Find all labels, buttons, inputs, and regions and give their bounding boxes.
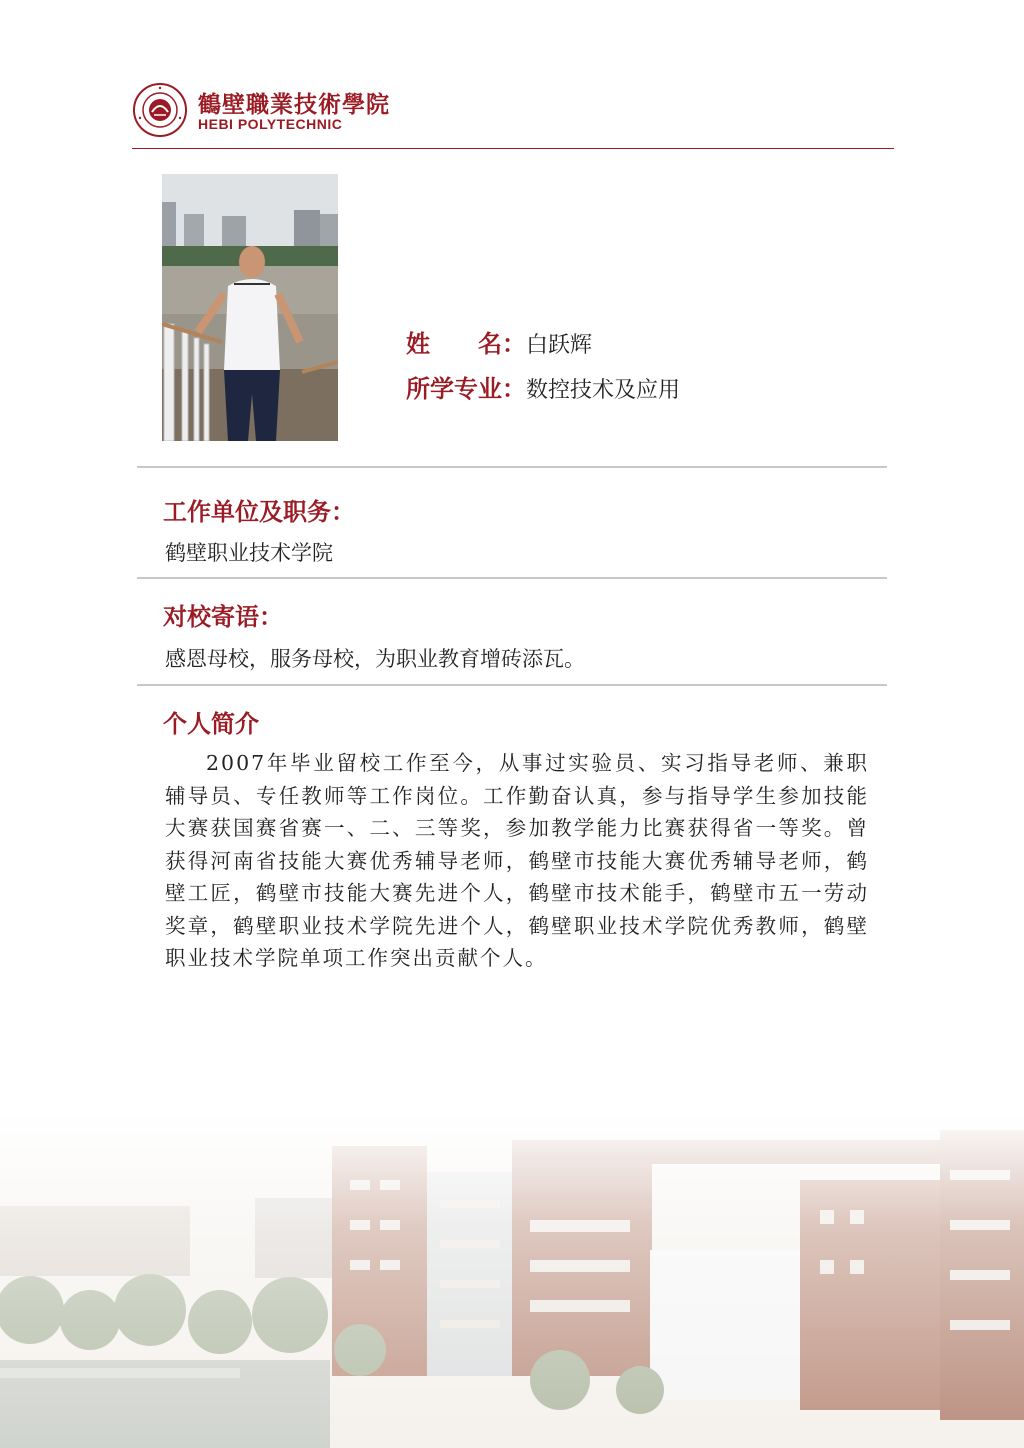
section-divider [137, 577, 887, 579]
campus-background-image [0, 1110, 1024, 1448]
section-divider [137, 684, 887, 686]
message-section-text: 感恩母校，服务母校，为职业教育增砖添瓦。 [165, 647, 585, 671]
work-section-title: 工作单位及职务： [163, 498, 355, 526]
bio-section-title: 个人简介 [163, 710, 259, 738]
major-value: 数控技术及应用 [526, 378, 681, 403]
name-label: 姓 名： [406, 330, 526, 358]
major-row [406, 369, 680, 404]
name-value: 白跃辉 [526, 333, 593, 358]
portrait-photo [162, 174, 338, 441]
major-label: 所学专业： [406, 375, 526, 403]
header-divider [132, 148, 894, 149]
school-name-cn: 鶴壁職業技術學院 [198, 91, 390, 118]
work-section-text: 鹤壁职业技术学院 [165, 541, 333, 565]
header [132, 78, 894, 150]
name-row [406, 324, 592, 359]
school-name-en: HEBI POLYTECHNIC [198, 116, 343, 132]
message-section-title: 对校寄语： [163, 603, 283, 631]
section-divider [137, 466, 887, 468]
bio-text: 2007年毕业留校工作至今，从事过实验员、实习指导老师、兼职辅导员、专任教师等工作岗位。工作勤奋认真，参与指导学生参加技能大赛获国赛省赛一、二、三等奖，参加教学能力比赛获得省一等奖。曾获得河南省技能大赛优秀辅导老师，鹤壁市技能大赛优秀辅导老师，鹤壁工匠，鹤壁市技能大赛先进个人，鹤壁市技术能手，鹤壁市五一劳动奖章，鹤壁职业技术学院先进个人，鹤壁职业技术学院优秀教师，鹤壁职业技术学院单项工作突出贡献个人。 [165, 751, 869, 970]
school-seal-icon [132, 82, 188, 138]
